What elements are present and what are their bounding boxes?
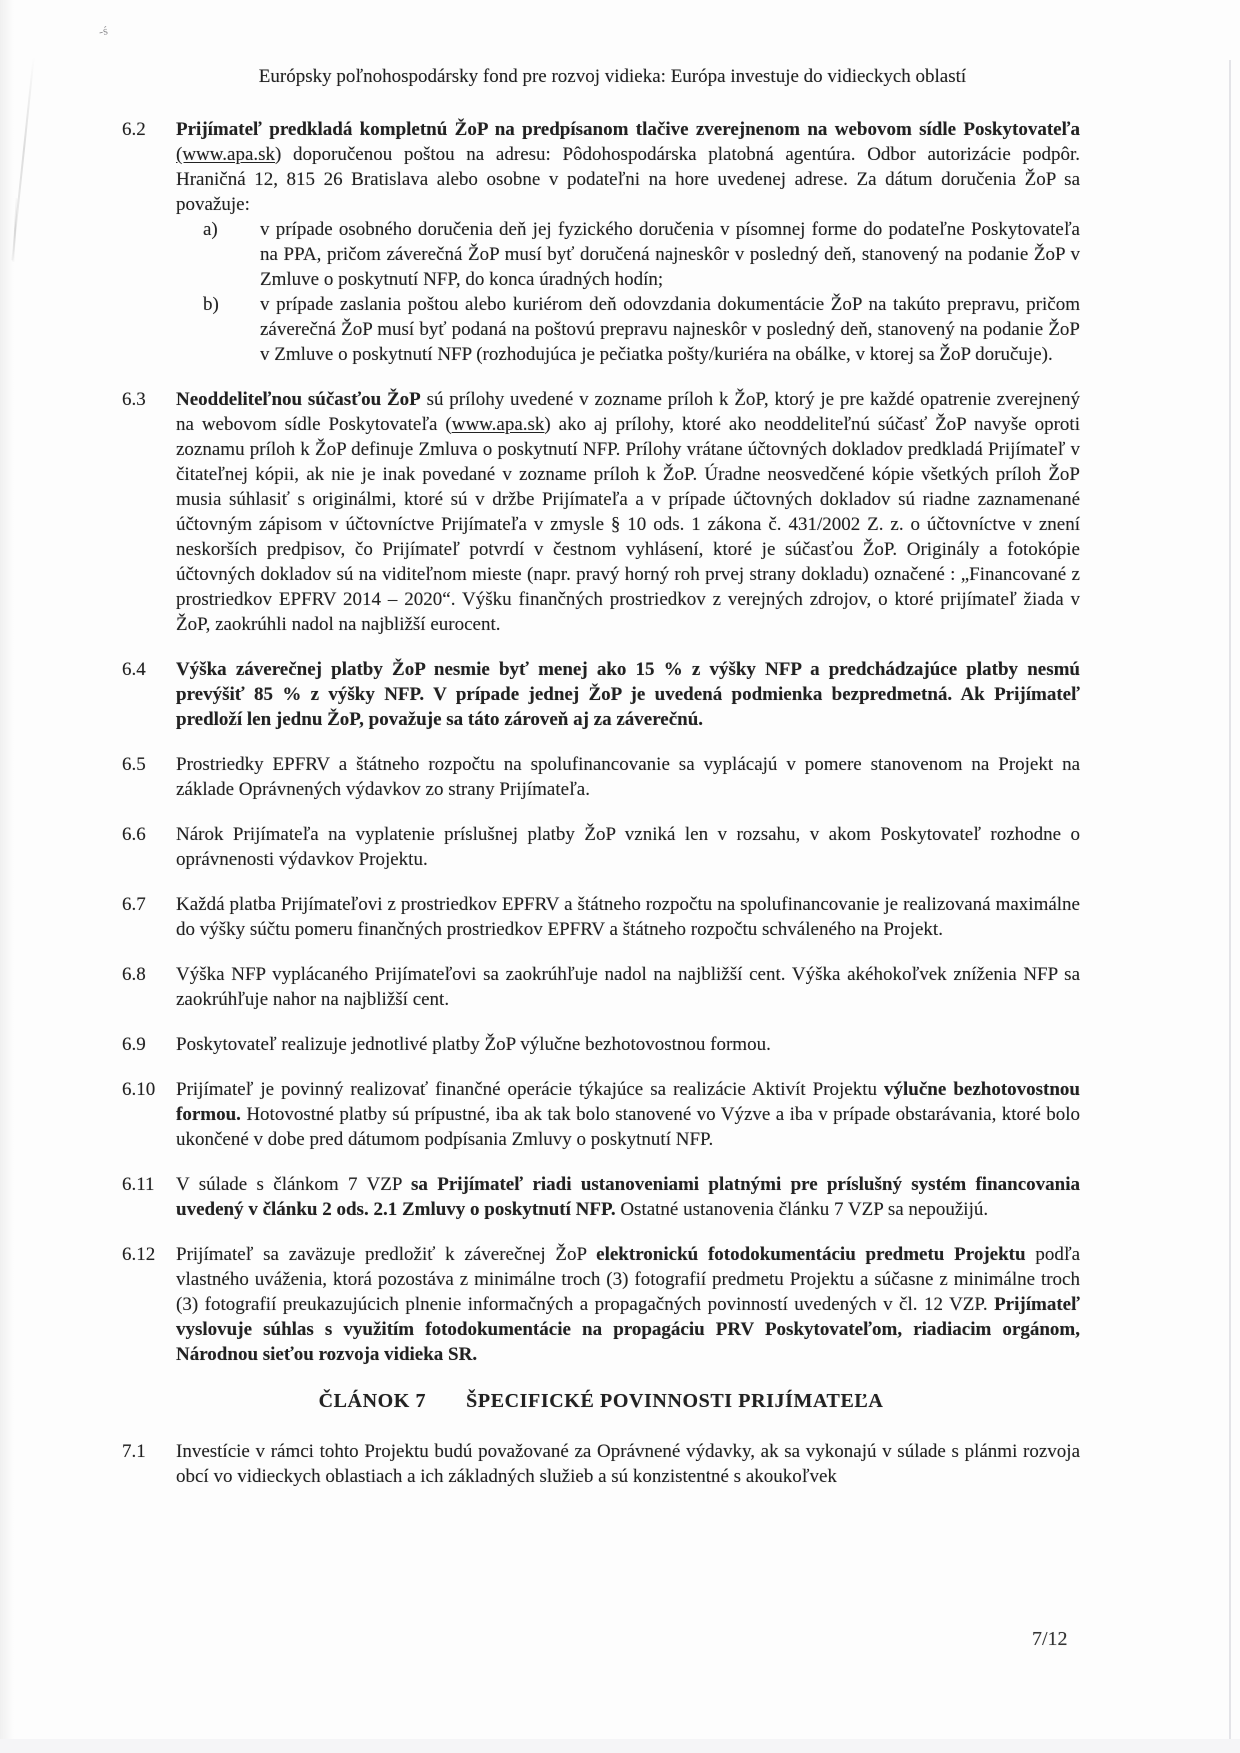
section-paragraph <box>176 1242 1080 1367</box>
section-number: 6.9 <box>122 1034 146 1055</box>
section-body <box>176 117 1080 367</box>
section-body <box>176 822 1080 872</box>
text-run: ) doporučenou poštou na adresu: Pôdohospodárska platobná agentúra. Odbor autorizácie podpôr. Hraničná 12, 815 26 Bratislava alebo osobne v podateľni na hore uvedenej adrese. Za dátum doručenia ŽoP sa považuje: <box>176 144 1080 215</box>
scan-fade <box>122 1556 1080 1590</box>
section-number: 6.4 <box>122 659 146 680</box>
document-header: Európsky poľnohospodársky fond pre rozvoj vidieka: Európa investuje do vidieckych oblastí <box>258 66 967 87</box>
section-number: 6.5 <box>122 754 146 775</box>
section-paragraph <box>176 1077 1080 1152</box>
section <box>122 387 1080 637</box>
section-number: 6.10 <box>122 1079 156 1100</box>
text-run: v prípade osobného doručenia deň jej fyzického doručenia v písomnej forme do podateľne Poskytovateľa na PPA, pričom záverečná ŽoP musí byť doručená najneskôr v posledný deň, stanovený na podanie ŽoP v Zmluve o poskytnutí NFP, do konca úradných hodín; <box>260 219 1080 290</box>
section <box>122 1439 1080 1489</box>
section-body <box>176 657 1080 732</box>
text-run: ) ako aj prílohy, ktoré ako neoddeliteľnú súčasť ŽoP navyše oproti zoznamu príloh k ŽoP definuje Zmluva o poskytnutí NFP. Prílohy vrátane účtovných dokladov predkladá Prijímateľ v čitateľnej kópii, ak nie je inak povedané v zozname príloh k ŽoP. Úradne neosvedčené kópie všetkých príloh ŽoP musia súhlasiť s originálmi, ktoré sú v držbe Prijímateľa a v prípade účtovných dokladov sú riadne zaznamenané účtovným zápisom v účtovníctve Prijímateľa v zmysle § 10 ods. 1 zákona č. 431/2002 Z. z. o účtovníctve v znení neskorších predpisov, čo Prijímateľ potvrdí v čestnom vyhlásení, ktoré je súčasťou ŽoP. Originály a fotokópie účtovných dokladov sú na viditeľnom mieste (napr. pravý horný roh prvej strany dokladu) označené : „Financované z prostriedkov EPFRV 2014 – 2020“. Výšku finančných prostriedkov z verejných zdrojov, o ktoré prijímateľ žiada v ŽoP, zaokrúhli nadol na najbližší eurocent. <box>176 414 1080 635</box>
bold-text-run: Neoddeliteľnou súčasťou ŽoP <box>176 389 421 410</box>
section-paragraph <box>176 117 1080 217</box>
section-number: 6.12 <box>122 1244 156 1265</box>
section <box>122 657 1080 732</box>
text-run: V súlade s článkom 7 VZP <box>176 1174 412 1195</box>
text-run: Prijímateľ sa zaväzuje predložiť k záverečnej ŽoP <box>176 1244 597 1265</box>
bold-text-run: elektronickú fotodokumentáciu predmetu Projektu <box>596 1244 1026 1265</box>
bold-text-run: Výška záverečnej platby ŽoP nesmie byť menej ako 15 % z výšky NFP a predchádzajúce platby nesmú prevýšiť 85 % z výšky NFP. V prípade jednej ŽoP je uvedená podmienka bezpredmetná. Ak Prijímateľ predloží len jednu ŽoP, považuje sa táto zároveň aj za záverečnú. <box>176 659 1080 730</box>
section-number: 6.11 <box>122 1174 155 1195</box>
apa-link-text: (www.apa.sk <box>176 144 276 165</box>
section-number: 6.3 <box>122 389 146 410</box>
scan-stray-mark: -ś <box>97 23 109 39</box>
text-run: Hotovostné platby sú prípustné, iba ak tak bolo stanovené vo Výzve a iba v prípade obstarávania, ktoré bolo ukončené v dobe pred dátumom podpísania Zmluvy o poskytnutí NFP. <box>176 1104 1080 1150</box>
scan-bottom-band <box>0 1739 1240 1753</box>
section-paragraph <box>176 962 1080 1012</box>
subsection-label: a) <box>203 219 218 240</box>
bold-text-run: Prijímateľ vyslovuje súhlas s využitím fotodokumentácie na propagáciu PRV Poskytovateľom, riadiacim orgánom, Národnou sieťou rozvoja vidieka SR. <box>176 1294 1080 1365</box>
apa-link-text: www.apa.sk <box>451 414 545 435</box>
section <box>122 1032 1080 1057</box>
text-run: Ostatné ustanovenia článku 7 VZP sa nepoužijú. <box>615 1199 989 1220</box>
subsection-paragraph <box>260 217 1080 292</box>
section-number: 6.7 <box>122 894 146 915</box>
section-number: 7.1 <box>122 1441 146 1462</box>
section <box>122 892 1080 942</box>
article-heading-title: ŠPECIFICKÉ POVINNOSTI PRIJÍMATEĽA <box>466 1390 884 1412</box>
section <box>122 117 1080 367</box>
section-paragraph <box>176 387 1080 637</box>
text-run: Poskytovateľ realizuje jednotlivé platby ŽoP výlučne bezhotovostnou formou. <box>176 1034 771 1055</box>
section-paragraph <box>176 752 1080 802</box>
article-heading <box>122 1387 1080 1415</box>
section-body <box>176 1077 1080 1152</box>
article-heading-number: ČLÁNOK 7 <box>318 1390 427 1412</box>
section-paragraph <box>176 657 1080 732</box>
section <box>122 822 1080 872</box>
section-body <box>176 892 1080 942</box>
section-number: 6.8 <box>122 964 146 985</box>
bold-text-run: výlučne bezhotovostnou formou. <box>176 1079 1080 1125</box>
section-number: 6.6 <box>122 824 146 845</box>
section <box>122 1242 1080 1367</box>
section-body <box>176 752 1080 802</box>
section-number: 6.2 <box>122 119 146 140</box>
text-run: v prípade zaslania poštou alebo kuriérom deň odovzdania dokumentácie ŽoP na takúto prepravu, pričom záverečná ŽoP musí byť podaná na poštovú prepravu najneskôr v posledný deň, stanovený na podanie ŽoP v Zmluve o poskytnutí NFP (rozhodujúca je pečiatka pošty/kuriéra na obálke, v ktorej sa ŽoP doručuje). <box>260 294 1080 365</box>
scan-right-edge <box>1229 60 1231 1743</box>
text-run: Každá platba Prijímateľovi z prostriedkov EPFRV a štátneho rozpočtu na spolufinancovanie je realizovaná maximálne do výšky súčtu pomeru finančných prostriedkov EPFRV a štátneho rozpočtu schváleného na Projekt. <box>176 894 1080 940</box>
section-paragraph <box>176 1439 1080 1489</box>
section <box>122 1172 1080 1222</box>
text-run: Investície v rámci tohto Projektu budú považované za Oprávnené výdavky, ak sa vykonajú v súlade s plánmi rozvoja obcí vo vidieckych oblastiach a ich základných služieb a sú konzistentné s akoukoľvek <box>176 1441 1080 1487</box>
subsection <box>176 292 1080 367</box>
section-body <box>176 1032 1080 1057</box>
section <box>122 752 1080 802</box>
subsection <box>176 217 1080 292</box>
text-run: Nárok Prijímateľa na vyplatenie príslušnej platby ŽoP vzniká len v rozsahu, v akom Poskytovateľ rozhodne o oprávnenosti výdavkov Projektu. <box>176 824 1080 870</box>
scan-left-shade <box>0 0 14 1753</box>
section <box>122 962 1080 1012</box>
section-body <box>176 1242 1080 1367</box>
page-number: 7/12 <box>1032 1628 1068 1650</box>
bold-text-run: Prijímateľ predkladá kompletnú ŽoP na predpísanom tlačive zverejnenom na webovom sídle Poskytovateľa <box>176 119 1080 140</box>
section-paragraph <box>176 1172 1080 1222</box>
section-body <box>176 387 1080 637</box>
document-body <box>122 117 1080 1489</box>
text-run: podľa vlastného uváženia, ktorá pozostáva z minimálne troch (3) fotografií predmetu Projektu a súčasne z minimálne troch (3) fotografií preukazujúcich plnenie informačných a propagačných povinností uvedených v čl. 12 VZP. <box>176 1244 1080 1315</box>
section-body <box>176 1172 1080 1222</box>
section-paragraph <box>176 1032 1080 1057</box>
section-paragraph <box>176 822 1080 872</box>
section-body <box>176 962 1080 1012</box>
text-run: sú prílohy uvedené v zozname príloh k ŽoP, ktorý je pre každé opatrenie zverejnený na webovom sídle Poskytovateľa ( <box>176 389 1080 435</box>
subsection-label: b) <box>203 294 219 315</box>
subsection-paragraph <box>260 292 1080 367</box>
bold-text-run: sa Prijímateľ riadi ustanoveniami platnými pre príslušný systém financovania uvedený v článku 2 ods. 2.1 Zmluvy o poskytnutí NFP. <box>176 1174 1080 1220</box>
section <box>122 1077 1080 1152</box>
text-run: Výška NFP vyplácaného Prijímateľovi sa zaokrúhľuje nadol na najbližší cent. Výška akéhokoľvek zníženia NFP sa zaokrúhľuje nahor na najbližší cent. <box>176 964 1080 1010</box>
text-run: Prostriedky EPFRV a štátneho rozpočtu na spolufinancovanie sa vyplácajú v pomere stanovenom na Projekt na základe Oprávnených výdavkov zo strany Prijímateľa. <box>176 754 1080 800</box>
section-paragraph <box>176 892 1080 942</box>
section-body <box>176 1439 1080 1489</box>
text-run: Prijímateľ je povinný realizovať finančné operácie týkajúce sa realizácie Aktivít Projektu <box>176 1079 885 1100</box>
